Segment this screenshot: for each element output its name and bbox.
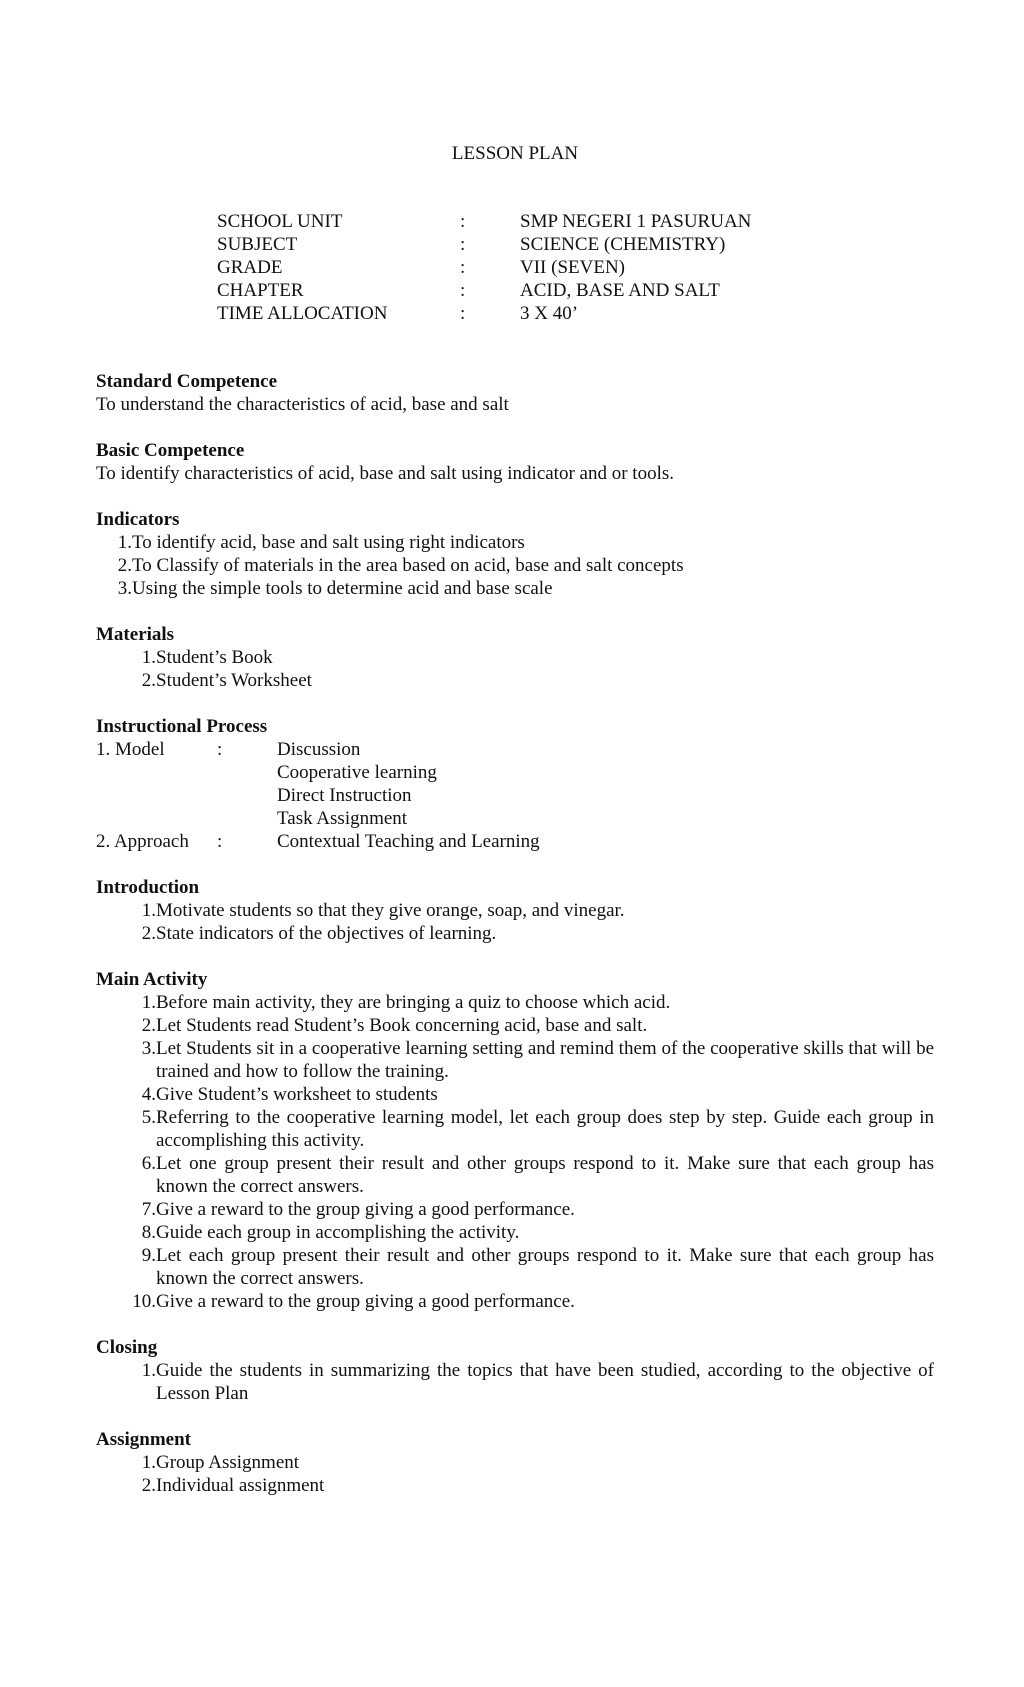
list-item <box>96 1152 934 1198</box>
list-text: To identify acid, base and salt using right indicators <box>132 532 525 553</box>
process-label: 1. Model <box>96 739 165 760</box>
lesson-plan-page <box>96 142 934 1497</box>
process-value: Discussion <box>277 739 361 760</box>
process-label <box>96 761 217 784</box>
info-table <box>217 210 934 325</box>
list-item <box>96 646 934 669</box>
list-number: 2. <box>141 1475 156 1496</box>
list-item <box>96 991 934 1014</box>
main-activity-list <box>96 991 934 1313</box>
info-label: TIME ALLOCATION <box>217 303 388 324</box>
info-row-subject <box>217 233 934 256</box>
list-number: 2. <box>141 1015 156 1036</box>
list-number: 1. <box>141 900 156 921</box>
list-item <box>96 1037 934 1083</box>
info-row-grade <box>217 256 934 279</box>
section-materials <box>96 623 934 692</box>
list-number: 4. <box>141 1084 156 1105</box>
process-colon <box>217 807 277 830</box>
list-number: 2. <box>141 670 156 691</box>
section-basic-competence <box>96 439 934 485</box>
info-value: SMP NEGERI 1 PASURUAN <box>520 211 752 232</box>
info-row-school-unit <box>217 210 934 233</box>
info-colon: : <box>460 257 466 278</box>
section-heading: Standard Competence <box>96 371 278 392</box>
list-text: Give a reward to the group giving a good performance. <box>156 1199 575 1220</box>
materials-list <box>96 646 934 692</box>
info-label: SUBJECT <box>217 234 298 255</box>
list-text: State indicators of the objectives of learning. <box>156 923 497 944</box>
list-text: Give a reward to the group giving a good performance. <box>156 1291 575 1312</box>
introduction-list <box>96 899 934 945</box>
process-row <box>96 738 934 761</box>
list-number: 5. <box>141 1107 156 1128</box>
section-closing <box>96 1336 934 1405</box>
process-value: Task Assignment <box>277 808 408 829</box>
section-heading: Main Activity <box>96 969 208 990</box>
list-number: 1. <box>117 532 132 553</box>
list-number: 2. <box>117 555 132 576</box>
list-item <box>96 1106 934 1152</box>
process-colon <box>217 784 277 807</box>
list-number: 8. <box>141 1222 156 1243</box>
list-number: 1. <box>141 992 156 1013</box>
info-value: SCIENCE (CHEMISTRY) <box>520 234 726 255</box>
process-value: Direct Instruction <box>277 785 412 806</box>
list-text: Using the simple tools to determine acid and base scale <box>132 578 553 599</box>
list-text: Give Student’s worksheet to students <box>156 1084 438 1105</box>
process-value: Contextual Teaching and Learning <box>277 831 540 852</box>
process-row <box>96 761 934 784</box>
section-heading: Instructional Process <box>96 716 268 737</box>
section-heading: Closing <box>96 1337 158 1358</box>
list-text: Let Students read Student’s Book concerning acid, base and salt. <box>156 1015 648 1036</box>
list-number: 3. <box>117 578 132 599</box>
list-item <box>96 669 934 692</box>
list-item <box>96 554 934 577</box>
list-text: Referring to the cooperative learning model, let each group does step by step. Guide each group in accomplishing this activity. <box>156 1107 934 1151</box>
list-number: 1. <box>141 1452 156 1473</box>
list-text: Student’s Book <box>156 647 273 668</box>
list-text: Let each group present their result and other groups respond to it. Make sure that each group has known the correct answers. <box>156 1245 934 1289</box>
process-colon: : <box>217 739 223 760</box>
list-item <box>96 1244 934 1290</box>
list-text: Before main activity, they are bringing a quiz to choose which acid. <box>156 992 671 1013</box>
list-text: Let Students sit in a cooperative learning setting and remind them of the cooperative skills that will be trained and how to follow the training. <box>156 1038 934 1082</box>
list-number: 3. <box>141 1038 156 1059</box>
info-colon: : <box>460 280 466 301</box>
list-item <box>96 922 934 945</box>
section-instructional-process <box>96 715 934 853</box>
list-number: 6. <box>141 1153 156 1174</box>
section-indicators <box>96 508 934 600</box>
list-item <box>96 1221 934 1244</box>
list-number: 2. <box>141 923 156 944</box>
process-colon <box>217 761 277 784</box>
section-standard-competence <box>96 370 934 416</box>
list-text: To Classify of materials in the area based on acid, base and salt concepts <box>132 555 684 576</box>
list-item <box>96 1451 934 1474</box>
list-item <box>96 531 934 554</box>
process-value: Cooperative learning <box>277 762 437 783</box>
process-row <box>96 784 934 807</box>
process-label <box>96 784 217 807</box>
info-colon: : <box>460 211 466 232</box>
info-value: 3 X 40’ <box>520 303 579 324</box>
info-label: GRADE <box>217 257 283 278</box>
closing-list <box>96 1359 934 1405</box>
list-item <box>96 1014 934 1037</box>
info-row-time-allocation <box>217 302 934 325</box>
list-item <box>96 1198 934 1221</box>
section-heading: Introduction <box>96 877 200 898</box>
list-number: 1. <box>141 647 156 668</box>
section-text: To understand the characteristics of acid, base and salt <box>96 394 509 415</box>
section-introduction <box>96 876 934 945</box>
list-text: Let one group present their result and other groups respond to it. Make sure that each group has known the correct answers. <box>156 1153 934 1197</box>
section-heading: Assignment <box>96 1429 192 1450</box>
info-label: SCHOOL UNIT <box>217 211 343 232</box>
process-colon: : <box>217 831 223 852</box>
section-text: To identify characteristics of acid, base and salt using indicator and or tools. <box>96 463 674 484</box>
list-item <box>96 1359 934 1405</box>
list-item <box>96 1083 934 1106</box>
document-title: LESSON PLAN <box>451 143 579 164</box>
list-text: Student’s Worksheet <box>156 670 312 691</box>
section-heading: Materials <box>96 624 175 645</box>
list-number: 9. <box>141 1245 156 1266</box>
info-value: ACID, BASE AND SALT <box>520 280 720 301</box>
info-label: CHAPTER <box>217 280 304 301</box>
process-label: 2. Approach <box>96 831 189 852</box>
process-row <box>96 830 934 853</box>
info-row-chapter <box>217 279 934 302</box>
list-text: Individual assignment <box>156 1475 325 1496</box>
list-item <box>96 577 934 600</box>
list-text: Guide each group in accomplishing the activity. <box>156 1222 520 1243</box>
process-label <box>96 807 217 830</box>
info-colon: : <box>460 234 466 255</box>
process-row <box>96 807 934 830</box>
list-number: 1. <box>141 1360 156 1381</box>
info-value: VII (SEVEN) <box>520 257 626 278</box>
indicators-list <box>96 531 934 600</box>
info-colon: : <box>460 303 466 324</box>
list-text: Motivate students so that they give orange, soap, and vinegar. <box>156 900 625 921</box>
list-number: 10. <box>132 1291 156 1312</box>
section-assignment <box>96 1428 934 1497</box>
section-heading: Indicators <box>96 509 180 530</box>
list-item <box>96 899 934 922</box>
section-main-activity <box>96 968 934 1313</box>
list-item <box>96 1290 934 1313</box>
list-item <box>96 1474 934 1497</box>
section-heading: Basic Competence <box>96 440 245 461</box>
assignment-list <box>96 1451 934 1497</box>
list-text: Group Assignment <box>156 1452 300 1473</box>
list-text: Guide the students in summarizing the topics that have been studied, according to the objective of Lesson Plan <box>156 1360 934 1404</box>
list-number: 7. <box>141 1199 156 1220</box>
